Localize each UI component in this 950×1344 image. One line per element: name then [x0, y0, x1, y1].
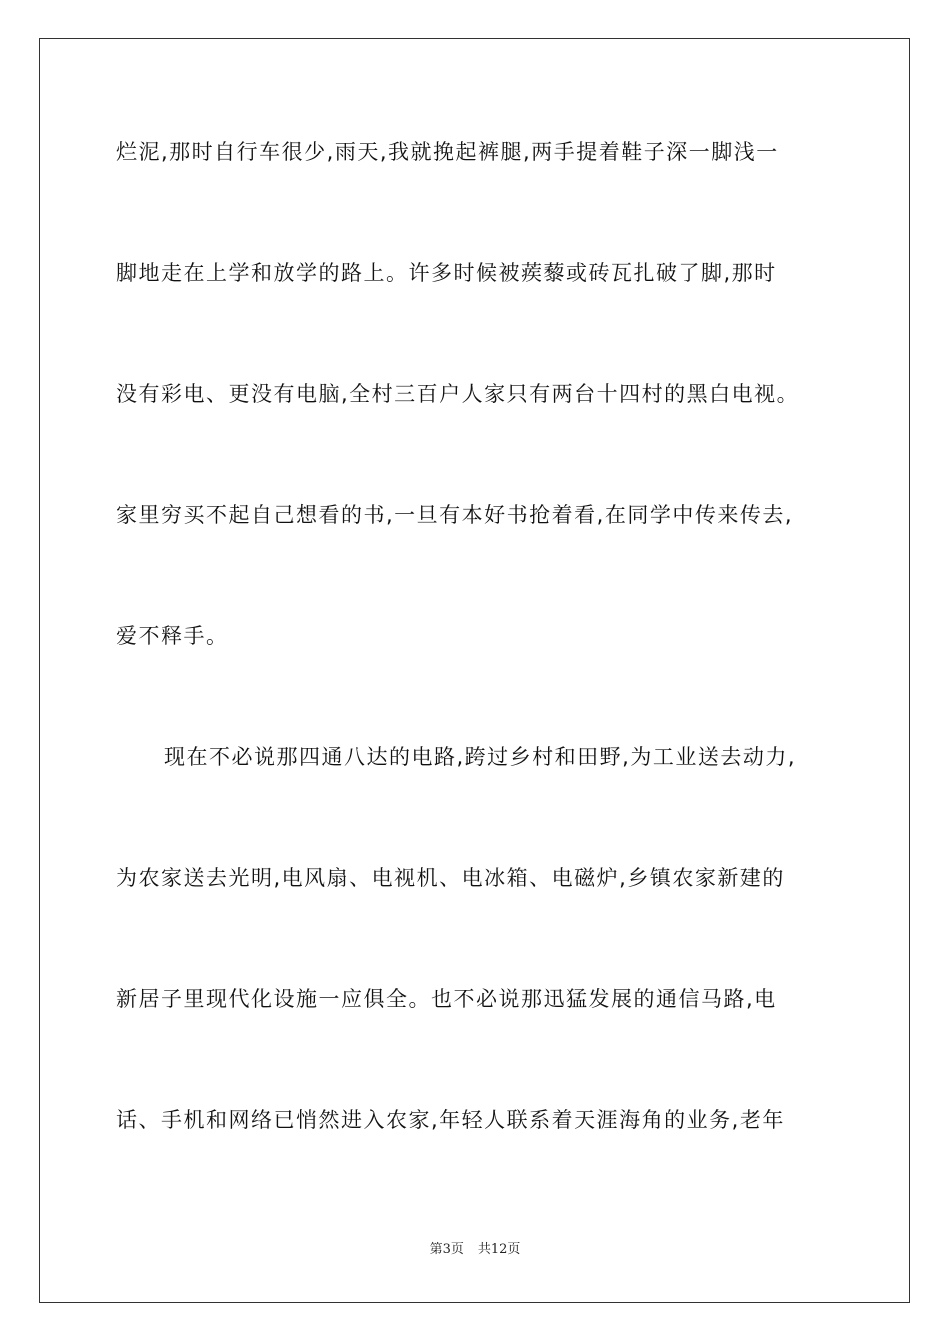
page-total: 共12页 — [477, 1242, 521, 1257]
page-footer — [0, 1240, 950, 1260]
text-line-3: 没有彩电、更没有电脑,全村三百户人家只有两台十四村的黑白电视。 — [116, 382, 800, 406]
text-line-7: 为农家送去光明,电风扇、电视机、电冰箱、电磁炉,乡镇农家新建的 — [116, 866, 785, 890]
text-line-9: 话、手机和网络已悄然进入农家,年轻人联系着天涯海角的业务,老年 — [116, 1108, 785, 1132]
text-line-8: 新居子里现代化设施一应俱全。也不必说那迅猛发展的通信马路,电 — [116, 987, 777, 1011]
text-line-4: 家里穷买不起自己想看的书,一旦有本好书抢着看,在同学中传来传去, — [116, 503, 794, 527]
text-line-6: 现在不必说那四通八达的电路,跨过乡村和田野,为工业送去动力, — [164, 745, 797, 769]
text-line-2: 脚地走在上学和放学的路上。许多时候被蒺藜或砖瓦扎破了脚,那时 — [116, 261, 777, 285]
page-number: 第3页 — [429, 1242, 464, 1257]
text-line-5: 爱不释手。 — [116, 624, 229, 648]
text-line-1: 烂泥,那时自行车很少,雨天,我就挽起裤腿,两手提着鞋子深一脚浅一 — [116, 140, 779, 164]
